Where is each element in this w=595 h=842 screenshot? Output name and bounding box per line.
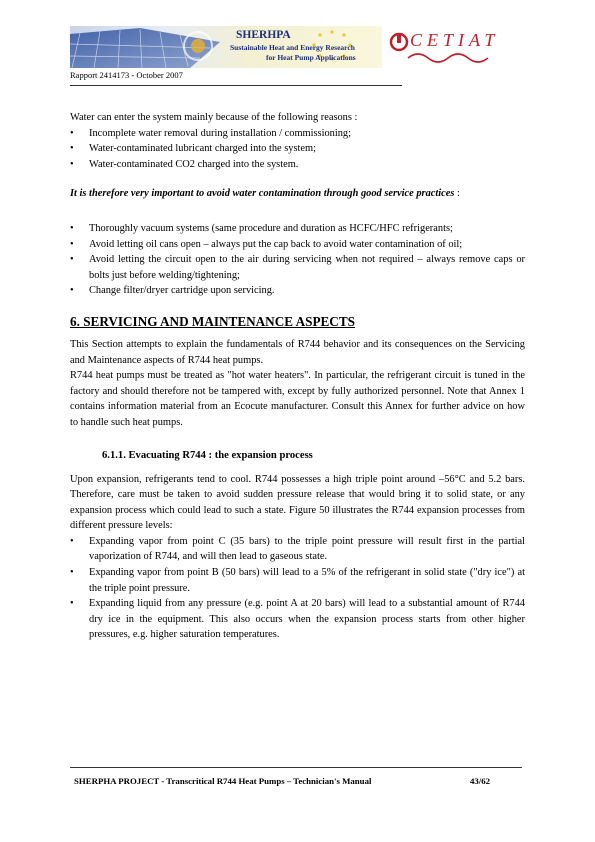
- intro-paragraph: Water can enter the system mainly because of the following reasons :: [70, 112, 358, 123]
- emphasis-paragraph: [70, 186, 525, 202]
- cetiat-logo-text: CETIAT: [410, 30, 500, 50]
- reasons-list: [70, 126, 525, 173]
- emphasis-text: It is therefore very important to avoid water contamination through good service practices: [70, 188, 455, 200]
- expansion-list: [70, 534, 525, 643]
- subsection-heading: 6.1.1. Evacuating R744 : the expansion process: [102, 449, 313, 461]
- list-item: • Expanding vapor from point C (35 bars) to the triple point pressure will result first in the partial vaporization of R744, and will then lead to gaseous state.: [70, 534, 525, 565]
- list-item: • Avoid letting the circuit open to the air during servicing when not required – always remove caps or bolts just before welding/tightening;: [70, 252, 525, 283]
- report-reference: Rapport 2414173 - October 2007: [70, 70, 402, 86]
- list-item: • Expanding vapor from point B (50 bars) will lead to a 5% of the refrigerant in solid state ("dry ice") at the triple point pressure.: [70, 565, 525, 596]
- list-item: • Water-contaminated lubricant charged into the system;: [70, 141, 525, 157]
- list-item: • Avoid letting oil cans open – always put the cap back to avoid water contamination of oil;: [70, 237, 525, 253]
- footer-text: SHERPHA PROJECT - Transcritical R744 Heat Pumps – Technician's Manual: [74, 776, 372, 786]
- page-footer: [74, 776, 504, 786]
- emphasis-tail: :: [454, 188, 460, 200]
- page-header: [70, 22, 525, 76]
- list-item: • Expanding liquid from any pressure (e.g. point A at 20 bars) will lead to a substantial amount of R744 dry ice in the equipment. This also occurs when the expansion process starts from other higher pressures, e.g. higher saturation temperatures.: [70, 596, 525, 643]
- list-item: • Thoroughly vacuum systems (same procedure and duration as HCFC/HFC refrigerants;: [70, 221, 525, 237]
- banner-subtitle: Sustainable Heat and Energy Research: [230, 43, 355, 52]
- list-item: • Change filter/dryer cartridge upon servicing.: [70, 283, 525, 299]
- page-number: 43/62: [470, 776, 491, 786]
- banner-subtitle-2: for Heat Pump Applications: [266, 53, 356, 62]
- list-item: • Water-contaminated CO2 charged into the system.: [70, 157, 525, 173]
- subsection-paragraph: Upon expansion, refrigerants tend to cool. R744 possesses a high triple point around –56°C and 5.2 bars. Therefore, care must be taken to avoid sudden pressure release that would bring it to solid state, or any expansion process which could lead to such a state. Figure 50 illustrates the R744 expansion processes from different pressure levels:: [70, 473, 525, 532]
- footer-divider: [70, 767, 522, 768]
- section-heading: 6. SERVICING AND MAINTENANCE ASPECTS: [70, 313, 355, 329]
- section-paragraph: This Section attempts to explain the fundamentals of R744 behavior and its consequences on the Servicing and Maintenance aspects of R744 heat pumps.: [70, 338, 525, 366]
- cetiat-logo: [388, 28, 528, 68]
- page-content: [70, 110, 525, 643]
- practices-list: [70, 221, 525, 299]
- section-paragraph: R744 heat pumps must be treated as "hot water heaters". In particular, the refrigerant circuit is tuned in the factory and should therefore not be tampered with, except by fully authorized personnel. Note that Annex 1 contains information material from an Ecocute manufacturer. Consult this Annex for further advice on how to handle such heat pumps.: [70, 370, 525, 428]
- banner-title: SHERHPA: [236, 29, 291, 41]
- list-item: • Incomplete water removal during installation / commissioning;: [70, 126, 525, 142]
- sherhpa-banner: [70, 26, 382, 68]
